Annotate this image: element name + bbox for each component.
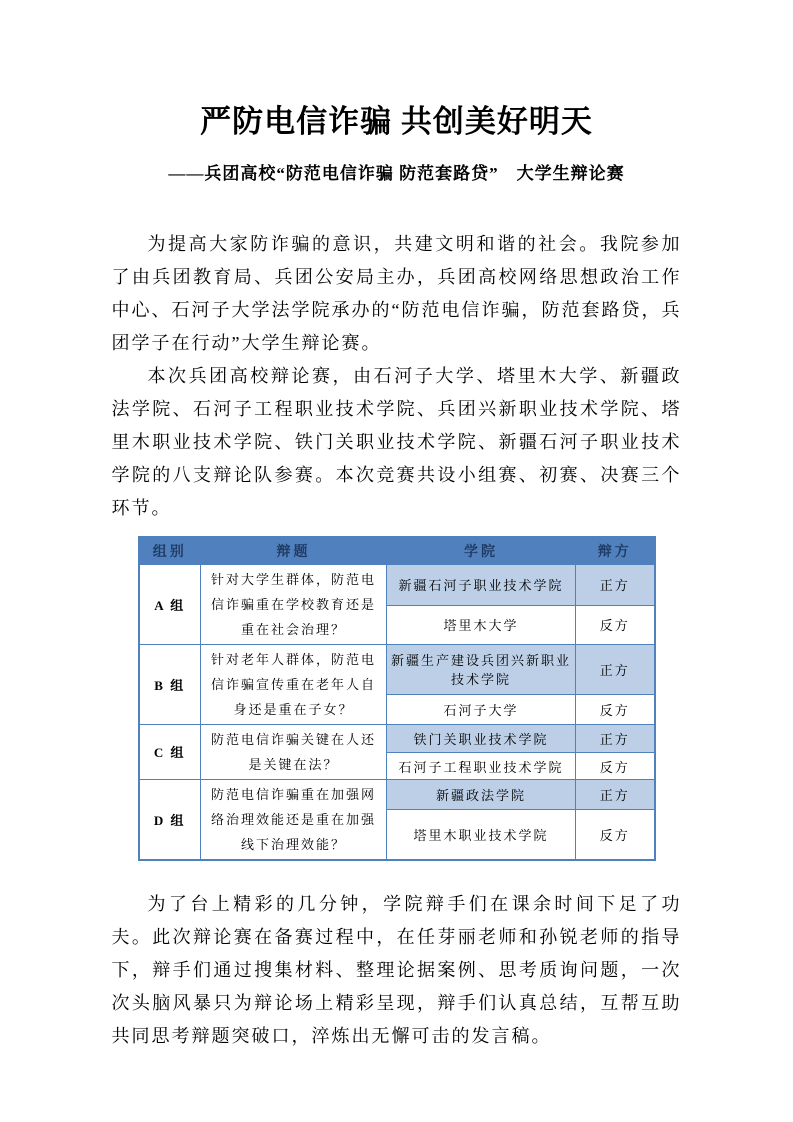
side-cell: 正方	[576, 644, 655, 694]
group-cell-c: C 组	[139, 724, 201, 779]
school-cell: 新疆石河子职业技术学院	[387, 564, 576, 605]
side-cell: 正方	[576, 779, 655, 809]
school-cell: 新疆生产建设兵团兴新职业技术学院	[387, 644, 576, 694]
table-row	[139, 564, 655, 605]
side-cell: 反方	[576, 810, 655, 860]
column-header-side: 辩方	[576, 537, 655, 564]
topic-cell-c: 防范电信诈骗关键在人还是关键在法？	[201, 724, 387, 779]
column-header-group: 组别	[139, 537, 201, 564]
paragraph-intro: 为提高大家防诈骗的意识，共建文明和谐的社会。我院参加了由兵团教育局、兵团公安局主办，兵团高校网络思想政治工作中心、石河子大学法学院承办的“防范电信诈骗，防范套路贷，兵团学子在行动”大学生辩论赛。	[111, 234, 682, 354]
group-cell-d: D 组	[139, 779, 201, 860]
column-header-school: 学院	[387, 537, 576, 564]
side-cell: 反方	[576, 753, 655, 779]
table-row	[139, 644, 655, 694]
topic-cell-d: 防范电信诈骗重在加强网络治理效能还是重在加强线下治理效能？	[201, 779, 387, 860]
table-header-row	[139, 537, 655, 564]
school-cell: 塔里木职业技术学院	[387, 810, 576, 860]
topic-cell-b: 针对老年人群体，防范电信诈骗宣传重在老年人自身还是重在子女？	[201, 644, 387, 724]
paragraph-preparation: 为了台上精彩的几分钟，学院辩手们在课余时间下足了功夫。此次辩论赛在备赛过程中，在任芽丽老师和孙锐老师的指导下，辩手们通过搜集材料、整理论据案例、思考质询问题，一次次头脑风暴只为辩论场上精彩呈现，辩手们认真总结，互帮互助共同思考辩题突破口，淬炼出无懈可击的发言稿。	[111, 893, 682, 1046]
side-cell: 反方	[576, 605, 655, 644]
school-cell: 石河子大学	[387, 694, 576, 724]
column-header-topic: 辩题	[201, 537, 387, 564]
document-body	[112, 228, 682, 1053]
document-title: 严防电信诈骗 共创美好明天	[200, 104, 593, 139]
topic-cell-a: 针对大学生群体，防范电信诈骗重在学校教育还是重在社会治理？	[201, 564, 387, 644]
debate-groups-table	[138, 536, 656, 861]
side-cell: 正方	[576, 564, 655, 605]
document-subtitle: ——兵团高校“防范电信诈骗 防范套路贷” 大学生辩论赛	[168, 164, 625, 184]
school-cell: 新疆政法学院	[387, 779, 576, 809]
side-cell: 反方	[576, 694, 655, 724]
paragraph-participants: 本次兵团高校辩论赛，由石河子大学、塔里木大学、新疆政法学院、石河子工程职业技术学院、兵团兴新职业技术学院、塔里木职业技术学院、铁门关职业技术学院、新疆石河子职业技术学院的八支辩论队参赛。本次竞赛共设小组赛、初赛、决赛三个环节。	[111, 366, 682, 519]
school-cell: 石河子工程职业技术学院	[387, 753, 576, 779]
group-cell-a: A 组	[139, 564, 201, 644]
school-cell: 铁门关职业技术学院	[387, 724, 576, 753]
side-cell: 正方	[576, 724, 655, 753]
table-row	[139, 779, 655, 809]
table-row	[139, 724, 655, 753]
group-cell-b: B 组	[139, 644, 201, 724]
school-cell: 塔里木大学	[387, 605, 576, 644]
